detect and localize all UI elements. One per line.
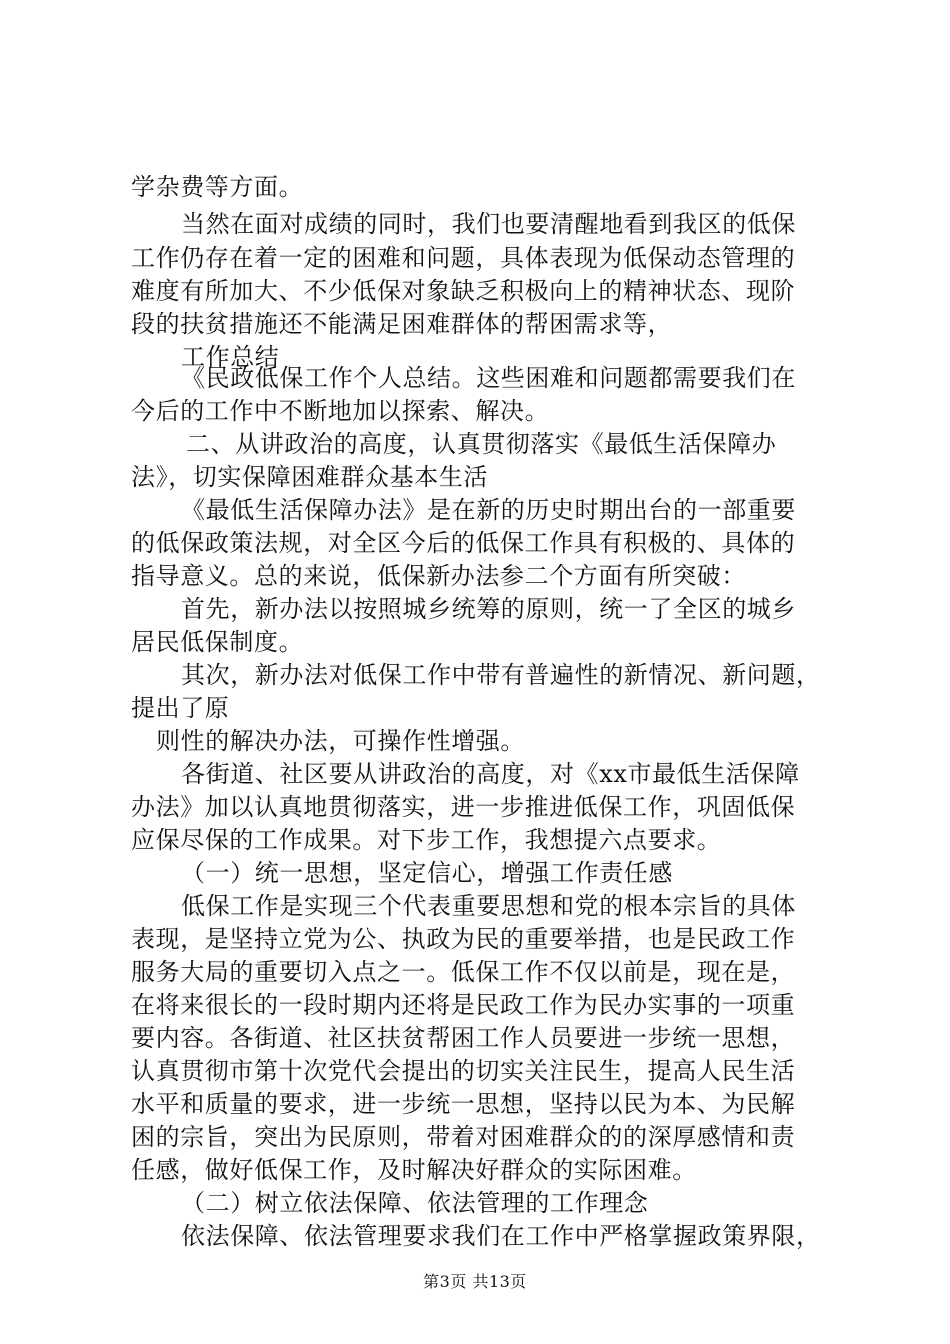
text-line: 《最低生活保障办法》是在新的历史时期出台的一部重要 (181, 496, 796, 524)
text-line: 低保工作是实现三个代表重要思想和党的根本宗旨的具体 (181, 892, 796, 920)
text-line: 当然在面对成绩的同时，我们也要清醒地看到我区的低保 (181, 210, 796, 238)
text-line: 工作总结 (181, 343, 280, 371)
text-line: 学杂费等方面。 (131, 173, 304, 201)
page-footer: 第3页 共13页 (423, 1272, 527, 1291)
text-line: 指导意义。总的来说，低保新办法参二个方面有所突破： (131, 562, 746, 590)
text-line: 的低保政策法规，对全区今后的低保工作具有积极的、具体的 (131, 529, 796, 557)
text-line: 依法保障、依法管理要求我们在工作中严格掌握政策界限， (181, 1222, 821, 1250)
text-line: 困的宗旨，突出为民原则，带着对困难群众的的深厚感情和责 (131, 1123, 796, 1151)
text-line: 工作仍存在着一定的困难和问题，具体表现为低保动态管理的 (131, 244, 796, 272)
text-line: 在将来很长的一段时期内还将是民政工作为民办实事的一项重 (131, 991, 796, 1019)
text-line: 表现，是坚持立党为公、执政为民的重要举措，也是民政工作 (131, 925, 796, 953)
text-line: 其次，新办法对低保工作中带有普遍性的新情况、新问题， (181, 661, 821, 689)
text-line: 任感，做好低保工作，及时解决好群众的实际困难。 (131, 1156, 697, 1184)
text-line: （二）树立依法保障、依法管理的工作理念 (181, 1189, 649, 1217)
text-line: 办法》加以认真地贯彻落实，进一步推进低保工作，巩固低保 (131, 793, 796, 821)
text-line: 居民低保制度。 (131, 628, 304, 656)
text-line: 首先，新办法以按照城乡统筹的原则，统一了全区的城乡 (181, 595, 796, 623)
text-line: 服务大局的重要切入点之一。低保工作不仅以前是，现在是， (131, 958, 796, 986)
text-line: 水平和质量的要求，进一步统一思想，坚持以民为本、为民解 (131, 1090, 796, 1118)
text-line: 各街道、社区要从讲政治的高度，对《xx市最低生活保障 (181, 760, 800, 788)
text-line: 认真贯彻市第十次党代会提出的切实关注民生，提高人民生活 (131, 1057, 796, 1085)
text-line: （一）统一思想，坚定信心，增强工作责任感 (181, 859, 673, 887)
text-line: 今后的工作中不断地加以探索、解决。 (131, 397, 550, 425)
text-line: 段的扶贫措施还不能满足困难群体的帮困需求等， (131, 310, 673, 338)
text-line: 《民政低保工作个人总结。这些困难和问题都需要我们在 (181, 364, 796, 392)
text-line: 难度有所加大、不少低保对象缺乏积极向上的精神状态、现阶 (131, 277, 796, 305)
text-line: 应保尽保的工作成果。对下步工作，我想提六点要求。 (131, 826, 722, 854)
text-line: 二、从讲政治的高度，认真贯彻落实《最低生活保障办 (186, 430, 777, 458)
text-line: 要内容。各街道、社区扶贫帮困工作人员要进一步统一思想， (131, 1024, 796, 1052)
text-line: 则性的解决办法，可操作性增强。 (156, 727, 525, 755)
text-line: 提出了原 (131, 694, 230, 722)
text-line: 法》，切实保障困难群众基本生活 (131, 463, 488, 491)
